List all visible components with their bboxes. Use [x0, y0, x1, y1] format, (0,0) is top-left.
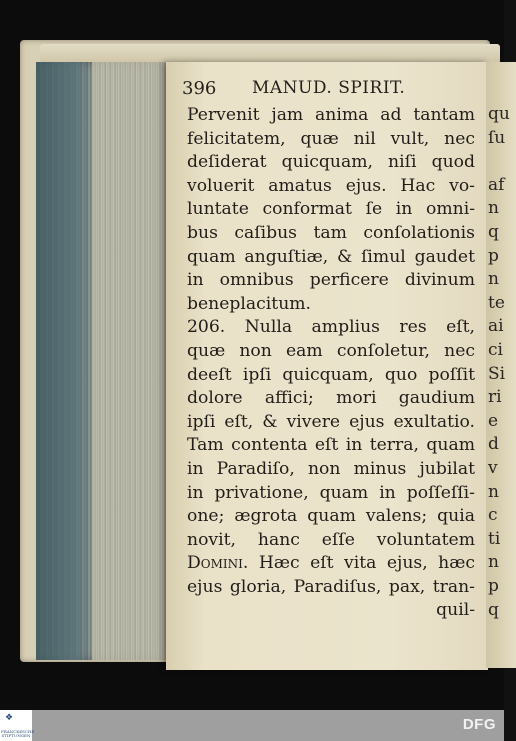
dfg-logo: DFG — [462, 716, 496, 733]
text-line: beneplacitum. — [187, 293, 312, 314]
text-line: in Paradiſo, non minus jubilat — [187, 458, 475, 479]
facing-page-fragment: v — [488, 458, 498, 478]
facing-page-fragment: ſu — [488, 127, 506, 148]
running-head: MANUD. SPIRIT. — [252, 78, 406, 98]
text-line: in privatione, quam in poſſeſſi- — [187, 482, 475, 503]
library-logo — [0, 710, 35, 741]
text-line: Tam contenta eſt in terra, quam — [187, 435, 475, 456]
facing-page-fragment: af — [488, 174, 505, 195]
text-line: Pervenit jam anima ad tantam — [187, 105, 475, 125]
facing-page-fragment: te — [488, 292, 505, 313]
facing-page-fragment: e — [488, 410, 499, 431]
text-line: voluerit amatus ejus. Hac vo- — [187, 175, 475, 196]
page-edges-light — [92, 62, 168, 660]
text-line: novit, hanc eſſe voluntatem — [187, 529, 475, 550]
facing-page-fragment: n — [488, 481, 499, 502]
text-line: felicitatem, quæ nil vult, nec — [187, 128, 475, 149]
facing-page-fragment: p — [488, 576, 499, 596]
facing-page-fragment: ci — [488, 340, 503, 360]
text-line: quæ non eam conſoletur, nec — [187, 340, 475, 361]
facing-page-fragment: q — [488, 599, 499, 620]
text-line: luntate conformat ſe in omni- — [187, 199, 475, 220]
page-header — [182, 78, 482, 102]
facing-page-fragment: p — [488, 245, 499, 266]
text-line: in omnibus perficere divinum — [187, 270, 475, 291]
text-line: bus caſibus tam conſolationis — [187, 222, 475, 243]
text-line: quil- — [436, 600, 475, 621]
text-line — [187, 552, 475, 576]
facing-page-fragment: n — [488, 552, 499, 573]
text-line-rest: Hæc eſt vita ejus, hæc — [248, 553, 475, 574]
facing-page-fragment: ai — [488, 316, 504, 337]
facing-page-fragment: Si — [488, 363, 506, 384]
facing-page-fragment: q — [488, 222, 499, 242]
page-number: 396 — [182, 78, 217, 99]
cover-top-edge — [40, 44, 500, 64]
text-line: quam anguſtiæ, & ſimul gaudet — [187, 246, 475, 267]
text-line: ipſi eſt, & vivere ejus exultatio. — [187, 411, 475, 432]
page-text — [187, 104, 475, 623]
text-line: 206. Nulla amplius res eſt, — [187, 317, 475, 338]
facing-page-fragment: n — [488, 269, 499, 290]
facing-page-fragment: n — [488, 198, 499, 219]
smallcaps-word: Domini. — [187, 553, 249, 574]
footer-bar — [0, 710, 504, 741]
facing-page-fragment: d — [488, 434, 499, 455]
facing-page-fragment: ri — [488, 387, 502, 408]
library-logo-text: FRANCKESCHE STIFTUNGEN — [1, 729, 35, 738]
text-line: dolore affici; mori gaudium — [187, 388, 475, 409]
facing-page-fragment: ti — [488, 528, 501, 549]
facing-page-fragment: c — [488, 505, 498, 526]
library-logo-icon: ❖ — [5, 713, 14, 723]
facing-page — [486, 62, 516, 668]
text-line: ejus gloria, Paradiſus, pax, tran- — [187, 576, 475, 597]
text-line: deſiderat quicquam, niſi quod — [187, 152, 475, 173]
text-line: deeſt ipſi quicquam, quo poſſit — [187, 364, 475, 385]
facing-page-fragment: qu — [488, 104, 510, 124]
text-line: one; ægrota quam valens; quia — [187, 506, 475, 527]
